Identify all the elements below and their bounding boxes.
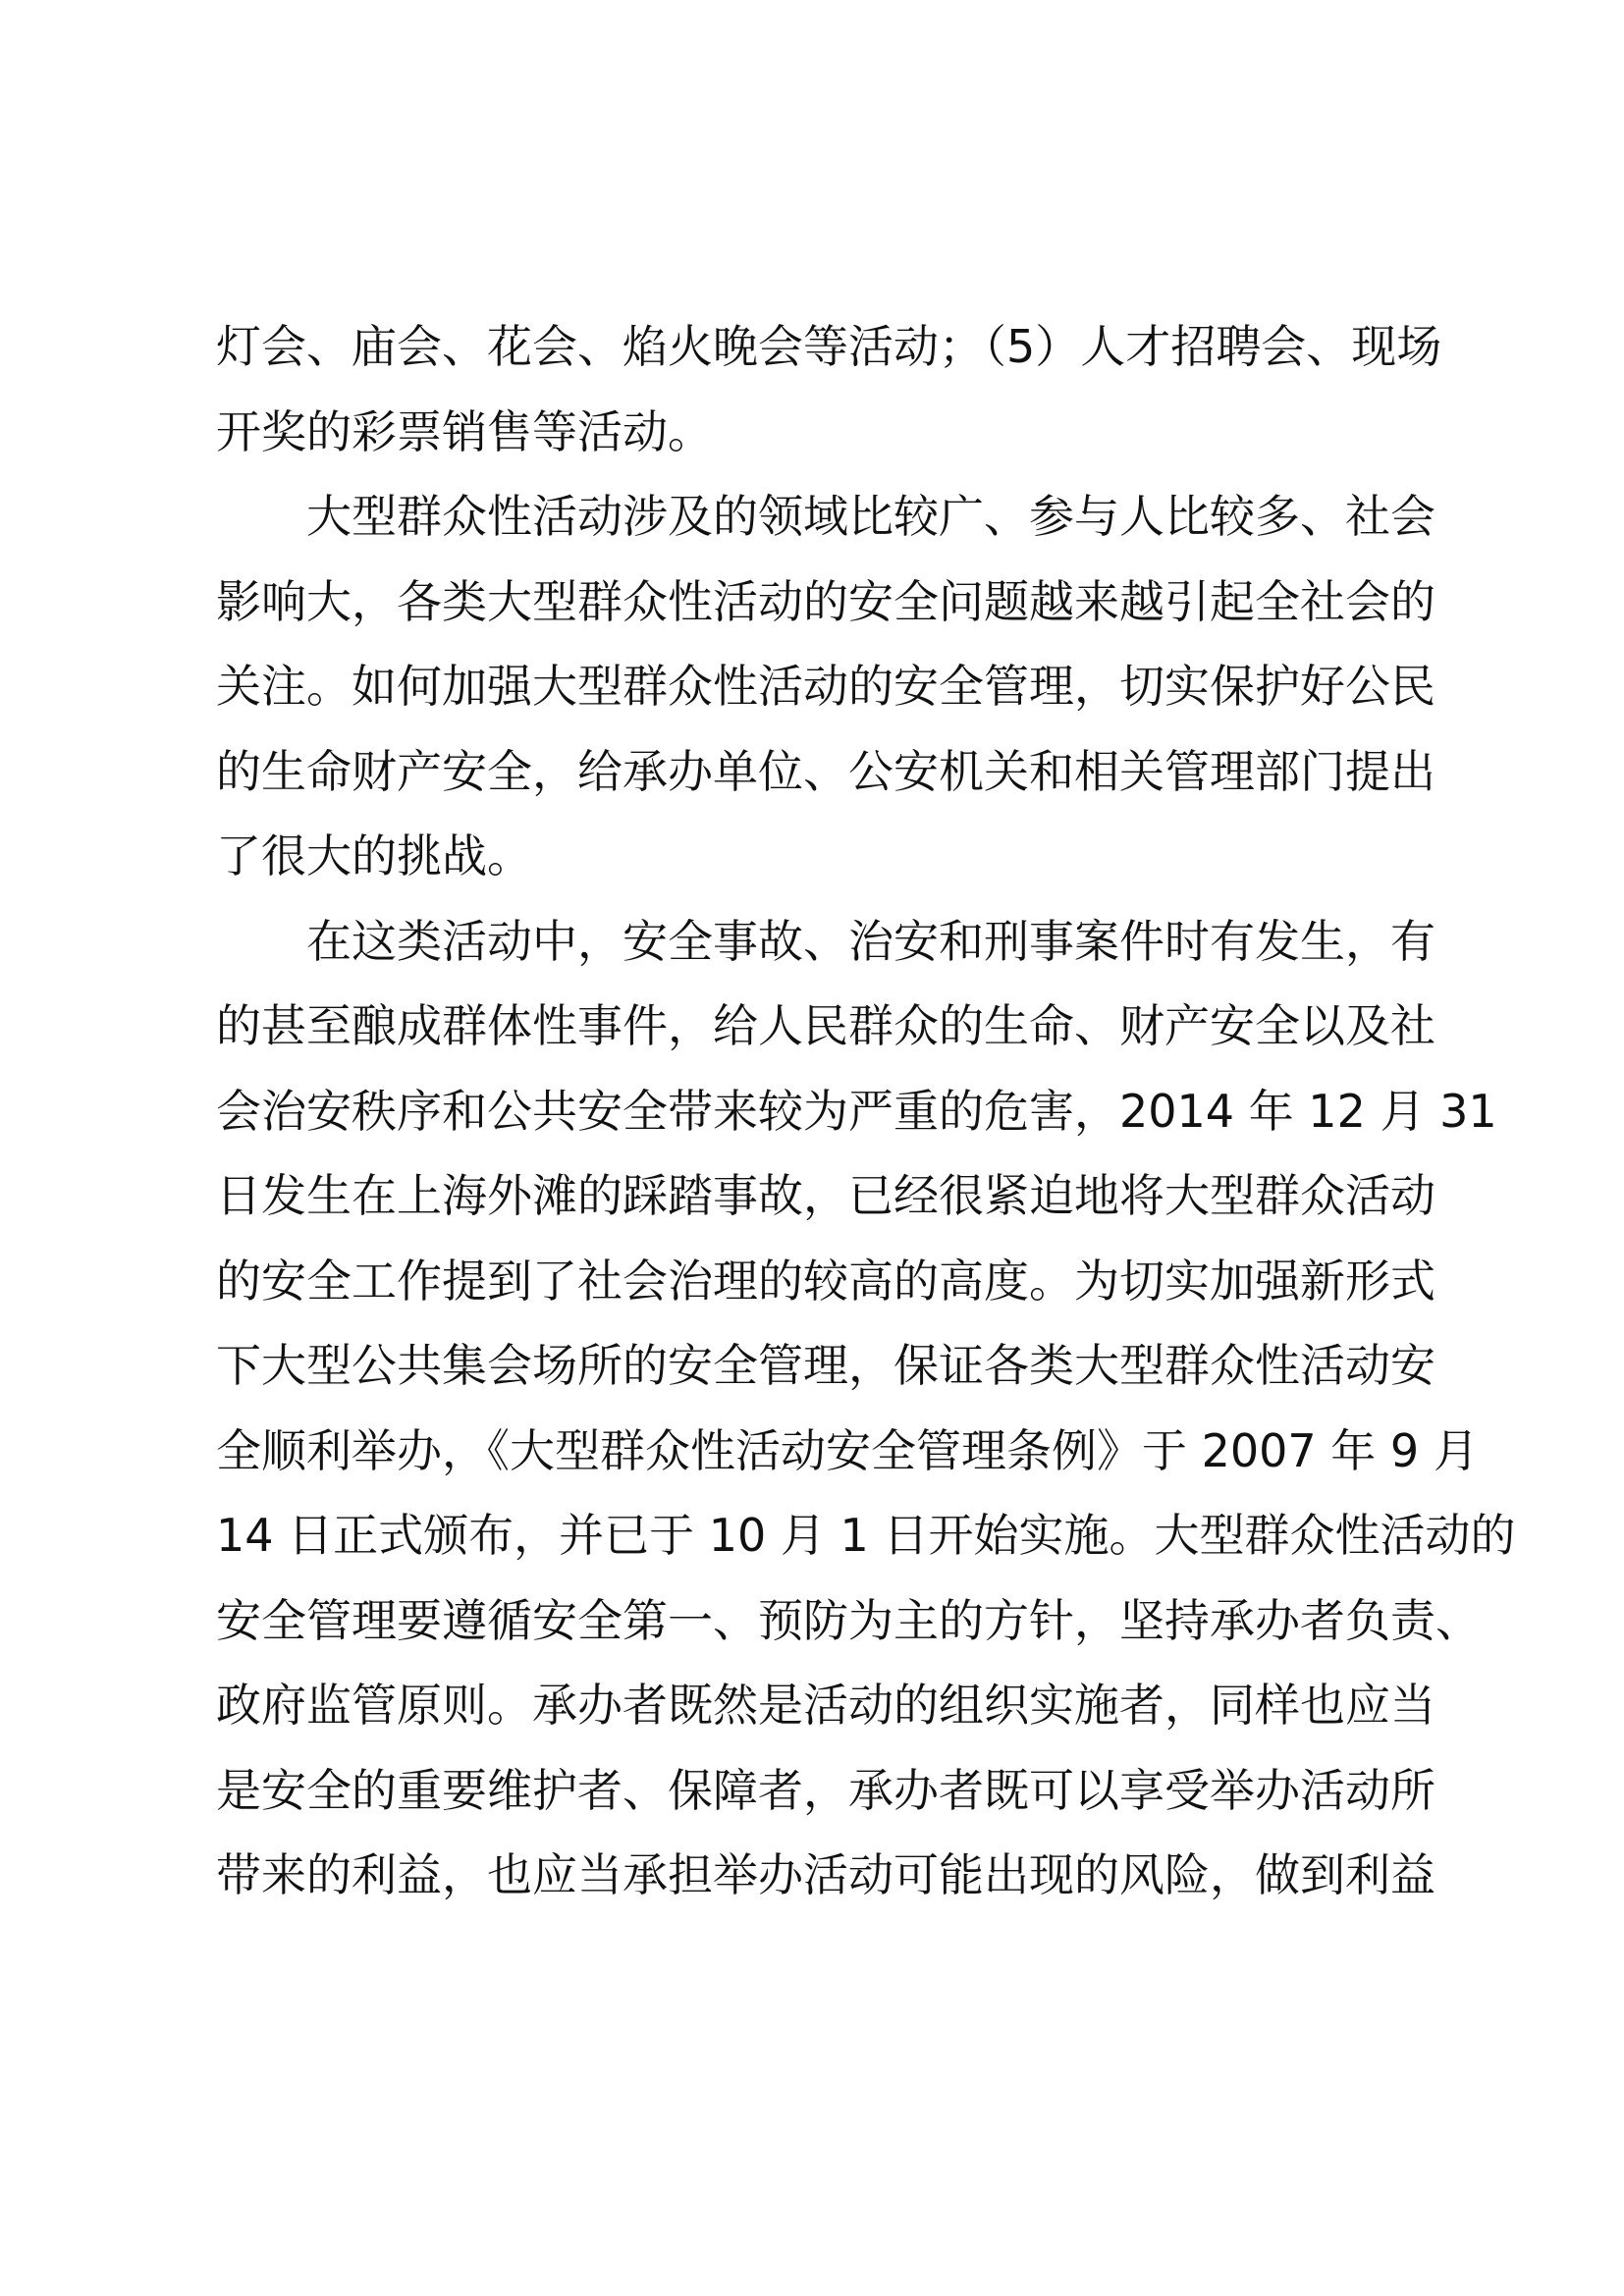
- text-line: 安全管理要遵循安全第一、预防为主的方针，坚持承办者负责、: [216, 1593, 1481, 1647]
- text-line: 日发生在上海外滩的踩踏事故，已经很紧迫地将大型群众活动: [216, 1169, 1435, 1222]
- text-line: 会治安秩序和公共安全带来较为严重的危害，2014 年 12 月 31: [216, 1084, 1497, 1138]
- text-line: 开奖的彩票销售等活动。: [216, 404, 713, 458]
- text-line: 是安全的重要维护者、保障者，承办者既可以享受举办活动所: [216, 1763, 1435, 1817]
- paragraph-1: [216, 304, 1442, 474]
- text-line: 下大型公共集会场所的安全管理，保证各类大型群众性活动安: [216, 1339, 1435, 1392]
- text-line: 全顺利举办，《大型群众性活动安全管理条例》于 2007 年 9 月: [216, 1423, 1479, 1477]
- paragraph-3: [216, 899, 1516, 1918]
- body-text: [216, 304, 1516, 1918]
- paragraph-2: [216, 474, 1434, 899]
- text-line: 在这类活动中，安全事故、治安和刑事案件时有发生，有: [306, 914, 1435, 968]
- text-line: 的生命财产安全，给承办单位、公安机关和相关管理部门提出: [216, 744, 1435, 798]
- text-line: 大型群众性活动涉及的领域比较广、参与人比较多、社会: [306, 490, 1435, 543]
- text-line: 带来的利益，也应当承担举办活动可能出现的风险，做到利益: [216, 1848, 1435, 1901]
- text-line: 影响大，各类大型群众性活动的安全问题越来越引起全社会的: [216, 574, 1435, 628]
- text-line: 了很大的挑战。: [216, 829, 532, 882]
- text-line: 的安全工作提到了社会治理的较高的高度。为切实加强新形式: [216, 1254, 1435, 1308]
- text-line: 政府监管原则。承办者既然是活动的组织实施者，同样也应当: [216, 1679, 1435, 1732]
- text-line: 灯会、庙会、花会、焰火晚会等活动；（5）人才招聘会、现场: [216, 320, 1442, 373]
- text-line: 14 日正式颁布，并已于 10 月 1 日开始实施。大型群众性活动的: [216, 1509, 1516, 1562]
- text-line: 的甚至酿成群体性事件，给人民群众的生命、财产安全以及社: [216, 999, 1435, 1052]
- text-line: 关注。如何加强大型群众性活动的安全管理，切实保护好公民: [216, 660, 1435, 713]
